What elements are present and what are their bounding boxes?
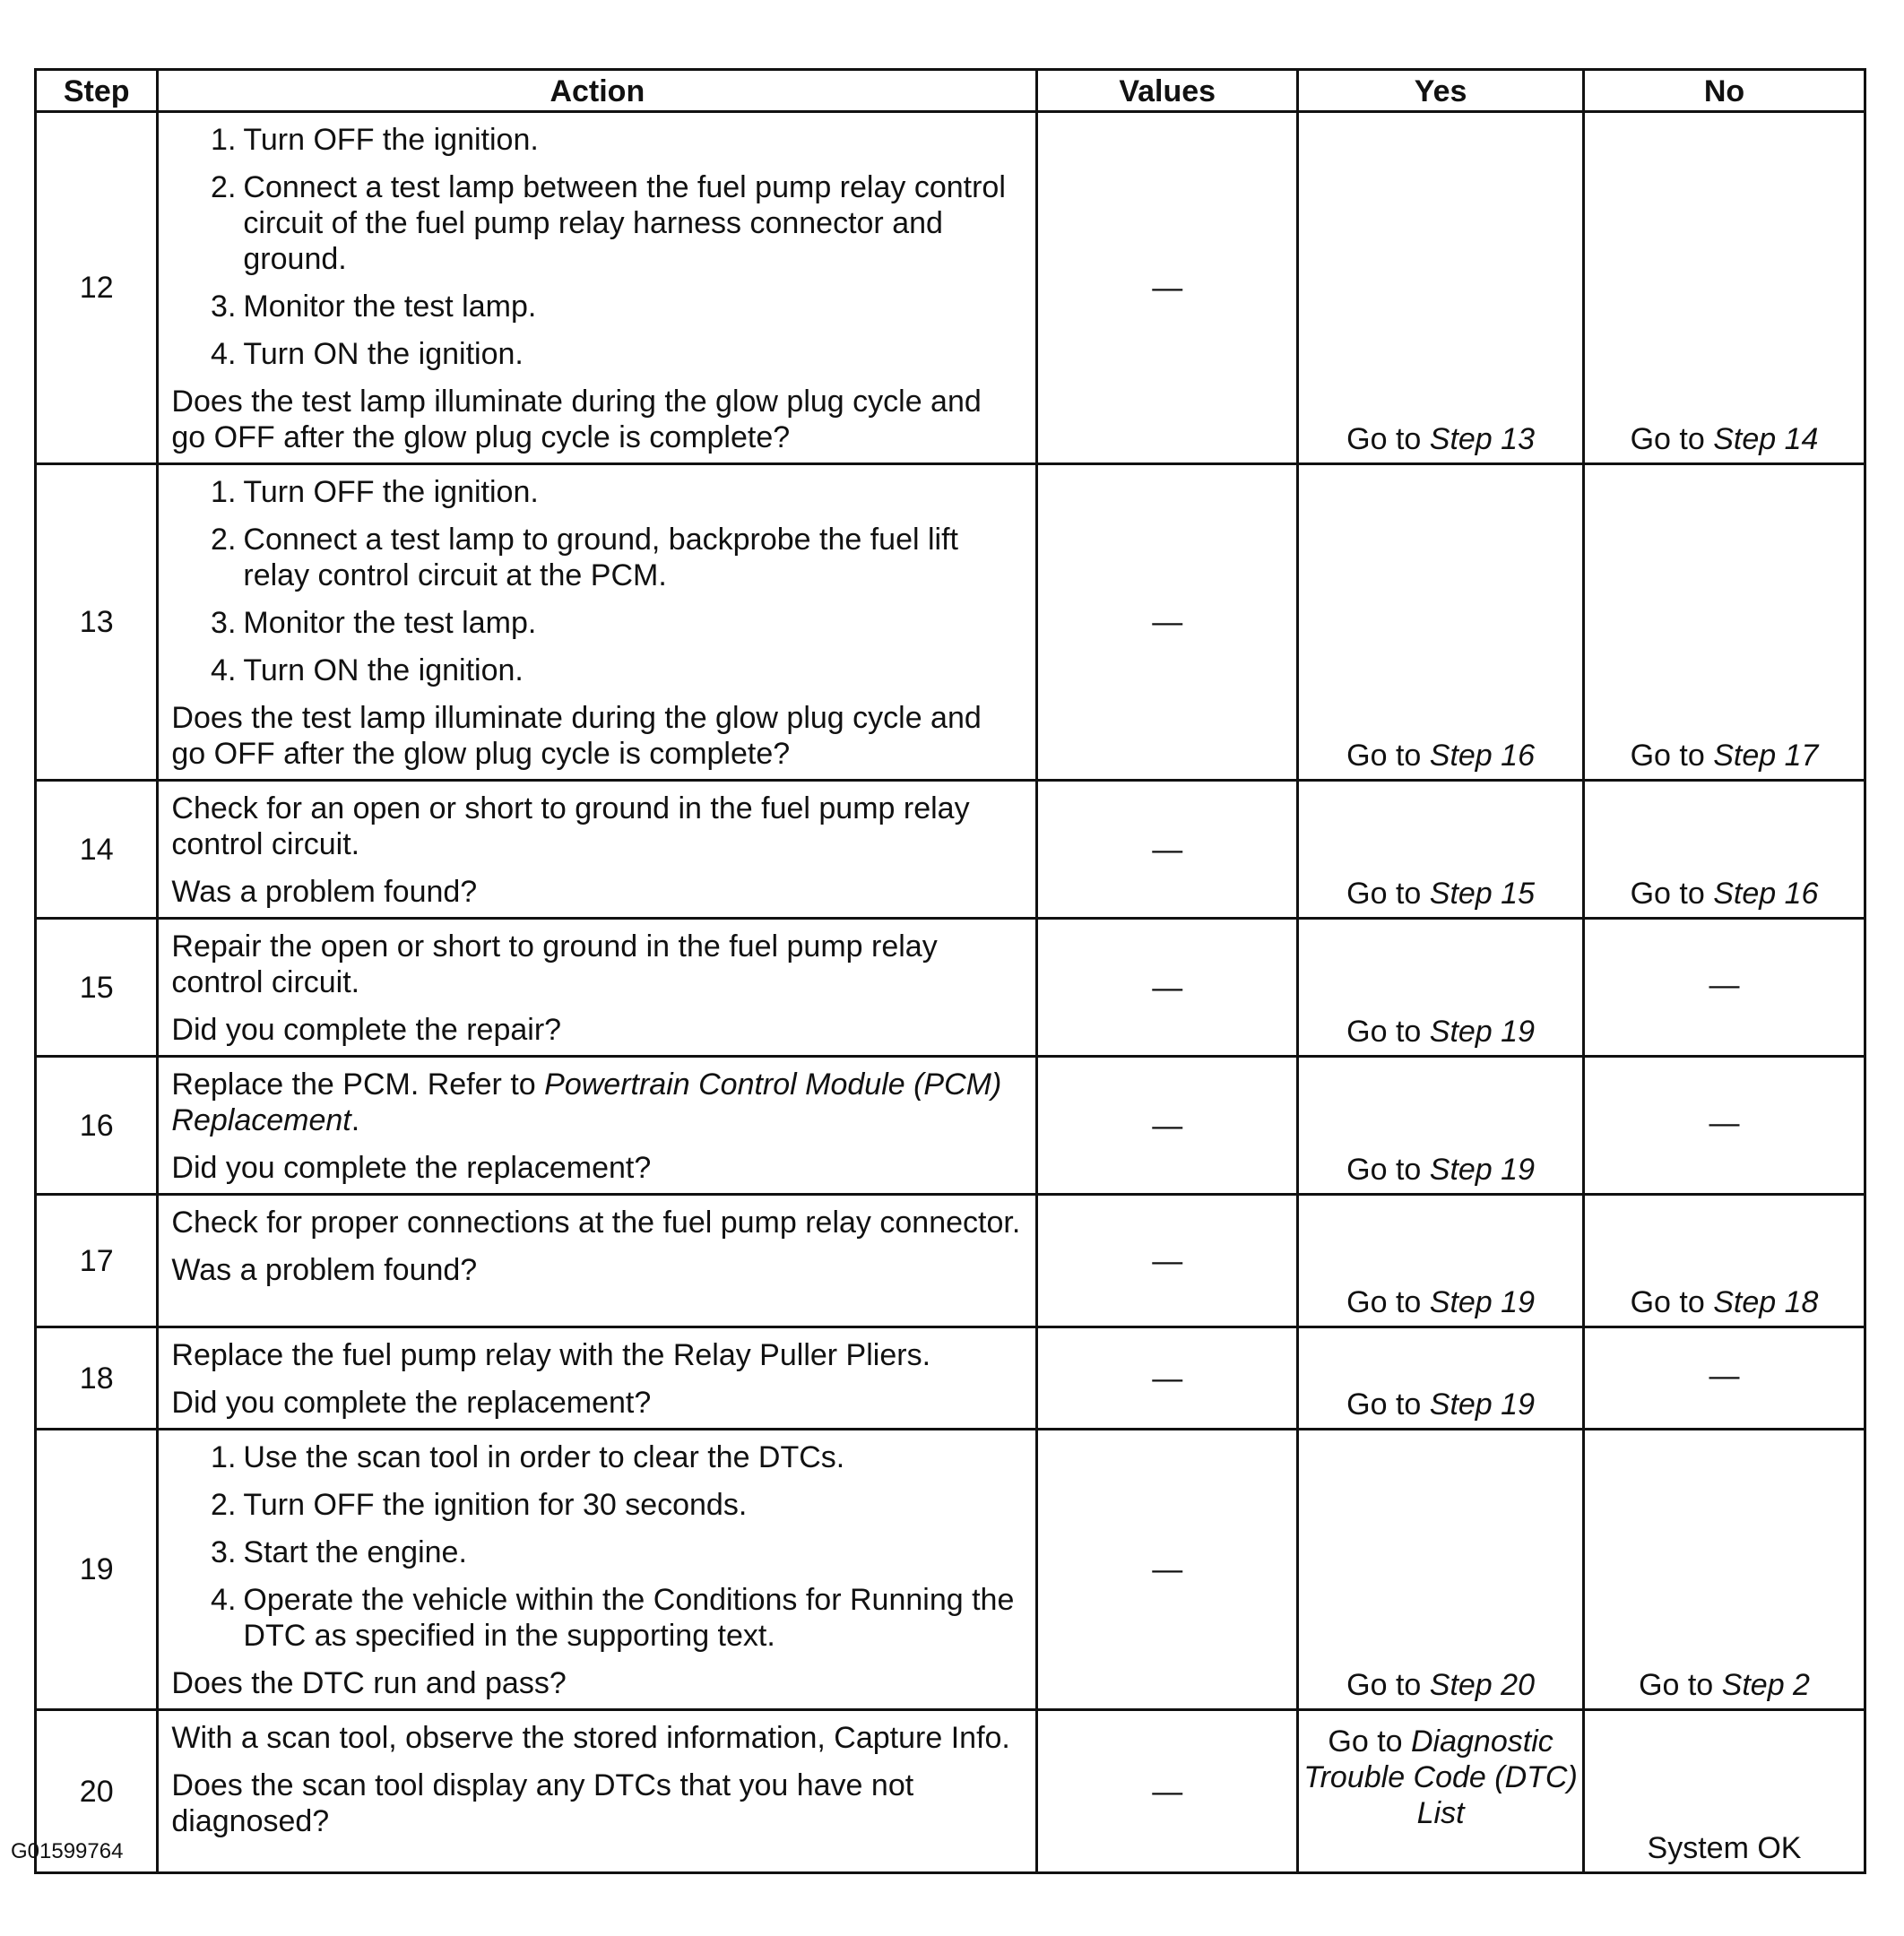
action-question: Does the scan tool display any DTCs that you have not diagnosed? <box>171 1768 914 1838</box>
action-step: 4. Operate the vehicle within the Conditions for Running the DTC as specified in the supporting text. <box>211 1583 1015 1653</box>
step-reference-link: Step 19 <box>1429 1153 1535 1187</box>
header-yes: Yes <box>1298 70 1584 112</box>
action-question: Was a problem found? <box>171 1253 478 1287</box>
step-number: 14 <box>36 781 158 919</box>
header-values: Values <box>1037 70 1298 112</box>
step-reference-link: Step 15 <box>1429 877 1535 911</box>
yes-cell: Go to Step 20 <box>1298 1430 1584 1710</box>
step-reference-link: Step 19 <box>1429 1015 1535 1049</box>
step-reference-link: Step 13 <box>1429 422 1535 456</box>
system-ok-text: System OK <box>1647 1831 1802 1865</box>
action-question: Does the test lamp illuminate during the glow plug cycle and go OFF after the glow plug cycle is complete? <box>171 701 982 771</box>
action-text: Check for an open or short to ground in the fuel pump relay control circuit. <box>171 791 970 861</box>
values-cell <box>1037 1195 1298 1327</box>
action-steps-list <box>171 1439 1023 1654</box>
table-row-step-14 <box>36 781 1865 919</box>
yes-cell: Go to Step 15 <box>1298 781 1584 919</box>
action-steps-list <box>171 122 1023 372</box>
action-text: With a scan tool, observe the stored information, Capture Info. <box>171 1721 1010 1755</box>
step-number: 12 <box>36 112 158 464</box>
dash-mark: — <box>1152 1243 1183 1278</box>
table-row-step-13 <box>36 464 1865 781</box>
dash-mark: — <box>1152 832 1183 867</box>
action-cell <box>158 919 1037 1057</box>
header-no: No <box>1584 70 1865 112</box>
yes-cell: Go to Diagnostic Trouble Code (DTC) List <box>1298 1710 1584 1873</box>
dash-mark: — <box>1152 605 1183 639</box>
action-question: Does the test lamp illuminate during the glow plug cycle and go OFF after the glow plug cycle is complete? <box>171 385 982 454</box>
yes-cell: Go to Step 19 <box>1298 919 1584 1057</box>
action-text: Replace the fuel pump relay with the Relay Puller Pliers. <box>171 1338 931 1372</box>
values-cell <box>1037 781 1298 919</box>
no-cell: Go to Step 16 <box>1584 781 1865 919</box>
action-cell <box>158 112 1037 464</box>
action-step: 3. Monitor the test lamp. <box>211 290 537 324</box>
table-row-step-17 <box>36 1195 1865 1327</box>
yes-cell: Go to Step 19 <box>1298 1195 1584 1327</box>
dash-mark: — <box>1152 1361 1183 1396</box>
step-reference-link: Step 18 <box>1713 1285 1819 1319</box>
step-reference-link: Step 19 <box>1429 1285 1535 1319</box>
table-row-step-20 <box>36 1710 1865 1873</box>
no-cell: Go to Step 2 <box>1584 1430 1865 1710</box>
table-row-step-12 <box>36 112 1865 464</box>
action-cell <box>158 464 1037 781</box>
no-cell: Go to Step 18 <box>1584 1195 1865 1327</box>
step-reference-link: Step 14 <box>1713 422 1819 456</box>
values-cell <box>1037 1710 1298 1873</box>
action-step: 2. Turn OFF the ignition for 30 seconds. <box>211 1488 748 1522</box>
dash-mark: — <box>1152 970 1183 1005</box>
action-question: Did you complete the replacement? <box>171 1386 652 1420</box>
dash-mark: — <box>1709 1105 1740 1140</box>
header-step: Step <box>36 70 158 112</box>
action-step: 4. Turn ON the ignition. <box>211 653 524 687</box>
step-number: 16 <box>36 1057 158 1195</box>
step-reference-link: Step 2 <box>1721 1668 1810 1702</box>
no-cell <box>1584 1710 1865 1873</box>
step-reference-link: Step 16 <box>1713 877 1819 911</box>
action-text: Replace the PCM. Refer to Powertrain Control Module (PCM) Replacement. <box>171 1067 1002 1137</box>
action-step: 1. Turn OFF the ignition. <box>211 123 539 157</box>
step-number: 20 <box>36 1710 158 1873</box>
step-number: 13 <box>36 464 158 781</box>
dash-mark: — <box>1709 967 1740 1002</box>
step-number: 19 <box>36 1430 158 1710</box>
values-cell <box>1037 112 1298 464</box>
values-cell <box>1037 1327 1298 1430</box>
action-cell <box>158 781 1037 919</box>
step-reference-link: Step 16 <box>1429 739 1535 773</box>
table-row-step-16 <box>36 1057 1865 1195</box>
no-cell <box>1584 919 1865 1057</box>
dash-mark: — <box>1152 1552 1183 1586</box>
step-reference-link: Step 17 <box>1713 739 1819 773</box>
action-step: 1. Turn OFF the ignition. <box>211 475 539 509</box>
yes-cell: Go to Step 13 <box>1298 112 1584 464</box>
action-cell <box>158 1327 1037 1430</box>
action-step: 3. Start the engine. <box>211 1535 467 1569</box>
step-number: 17 <box>36 1195 158 1327</box>
dash-mark: — <box>1152 271 1183 305</box>
dash-mark: — <box>1709 1358 1740 1393</box>
action-cell <box>158 1710 1037 1873</box>
diagnostic-procedure-table <box>34 68 1866 1874</box>
header-action: Action <box>158 70 1037 112</box>
action-step: 2. Connect a test lamp between the fuel pump relay control circuit of the fuel pump relay harness connector and ground. <box>211 170 1006 276</box>
step-number: 15 <box>36 919 158 1057</box>
table-header-row <box>36 70 1865 112</box>
action-cell <box>158 1057 1037 1195</box>
yes-cell: Go to Step 19 <box>1298 1327 1584 1430</box>
action-question: Does the DTC run and pass? <box>171 1666 567 1700</box>
no-cell <box>1584 1057 1865 1195</box>
table-row-step-18 <box>36 1327 1865 1430</box>
action-text: Repair the open or short to ground in the fuel pump relay control circuit. <box>171 929 938 999</box>
action-cell <box>158 1430 1037 1710</box>
no-cell <box>1584 1327 1865 1430</box>
no-cell: Go to Step 14 <box>1584 112 1865 464</box>
figure-id-label: G01599764 <box>11 1839 124 1863</box>
no-cell: Go to Step 17 <box>1584 464 1865 781</box>
action-question: Did you complete the repair? <box>171 1013 562 1047</box>
dash-mark: — <box>1152 1774 1183 1809</box>
step-reference-link: Step 19 <box>1429 1387 1535 1422</box>
values-cell <box>1037 1057 1298 1195</box>
action-question: Was a problem found? <box>171 875 478 909</box>
dash-mark: — <box>1152 1108 1183 1143</box>
action-cell <box>158 1195 1037 1327</box>
step-reference-link: Step 20 <box>1429 1668 1535 1702</box>
values-cell <box>1037 1430 1298 1710</box>
yes-cell: Go to Step 19 <box>1298 1057 1584 1195</box>
action-steps-list <box>171 474 1023 688</box>
action-question: Did you complete the replacement? <box>171 1151 652 1185</box>
action-step: 1. Use the scan tool in order to clear the DTCs. <box>211 1440 845 1474</box>
procedure-reference-link: Powertrain Control Module (PCM) Replacement <box>171 1067 1002 1137</box>
values-cell <box>1037 919 1298 1057</box>
table-row-step-15 <box>36 919 1865 1057</box>
action-step: 4. Turn ON the ignition. <box>211 337 524 371</box>
dtc-list-reference-link: Diagnostic Trouble Code (DTC) List <box>1303 1724 1578 1830</box>
yes-cell: Go to Step 16 <box>1298 464 1584 781</box>
action-text: Check for proper connections at the fuel pump relay connector. <box>171 1206 1021 1240</box>
action-step: 2. Connect a test lamp to ground, backprobe the fuel lift relay control circuit at the PCM. <box>211 523 958 592</box>
table-row-step-19 <box>36 1430 1865 1710</box>
action-step: 3. Monitor the test lamp. <box>211 606 537 640</box>
step-number: 18 <box>36 1327 158 1430</box>
values-cell <box>1037 464 1298 781</box>
